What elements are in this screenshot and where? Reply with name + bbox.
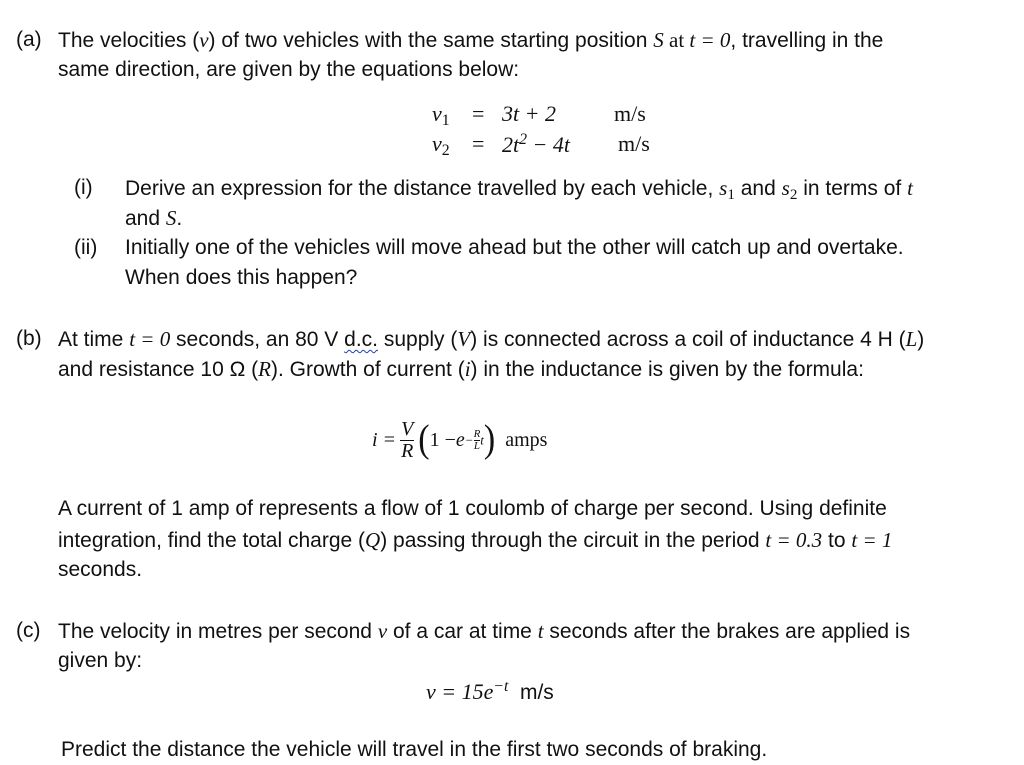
equation-v1-unit: m/s	[614, 101, 646, 126]
part-c-label: (c)	[16, 619, 41, 642]
text: At time	[58, 328, 130, 351]
rhs-post: − 4t	[527, 131, 571, 157]
equation-braking-velocity	[426, 678, 554, 705]
euler-e: e	[455, 428, 465, 451]
text: )	[917, 328, 925, 351]
var-V: V	[457, 327, 471, 351]
text: ) in the inductance is given by the formula:	[470, 358, 864, 381]
sub-ii-label: (ii)	[74, 236, 98, 259]
var-L: L	[905, 327, 918, 351]
part-a-intro-line1	[58, 28, 883, 53]
var-S: S	[165, 206, 177, 230]
subscript: 2	[441, 141, 450, 159]
rhs-pre: 2t	[502, 131, 520, 157]
exponent-numerator: R	[473, 427, 481, 440]
var-t: t	[907, 176, 913, 200]
var-v: v	[199, 28, 209, 52]
equation-v2	[432, 131, 450, 160]
formula-lhs: i =	[372, 428, 397, 451]
text: of a car at time	[387, 620, 538, 643]
subscript: 1	[727, 186, 735, 203]
part-c-line1	[58, 619, 910, 644]
text: ) is connected across a coil of inductance 4 H (	[470, 328, 906, 351]
dc-text: d.c.	[344, 328, 379, 351]
text: supply (	[378, 328, 458, 351]
exponent-t: t	[480, 432, 484, 447]
superscript: 2	[519, 131, 528, 148]
text: seconds after the brakes are applied is	[543, 620, 911, 643]
superscript: −t	[493, 678, 509, 695]
open-paren: (	[418, 418, 430, 461]
sub-ii-line1: Initially one of the vehicles will move ahead but the other will catch up and overtake.	[125, 236, 904, 259]
equation-v1-equals: =	[472, 101, 485, 126]
sub-i-label: (i)	[74, 176, 93, 199]
equation-v2-equals: =	[472, 131, 485, 156]
part-c-predict: Predict the distance the vehicle will travel in the first two seconds of braking.	[61, 738, 768, 761]
part-b-para-line3: seconds.	[58, 558, 143, 581]
var-s1: s	[719, 176, 728, 200]
text: The velocity in metres per second	[58, 620, 378, 643]
part-b-para-line1: A current of 1 amp of represents a flow of 1 coulomb of charge per second. Using definite	[58, 497, 887, 520]
subscript: 2	[789, 186, 798, 203]
fraction-numerator: V	[401, 417, 414, 440]
part-a-label: (a)	[16, 28, 42, 51]
text: integration, find the total charge (	[58, 529, 366, 552]
exponent-minus: −	[464, 432, 474, 447]
fraction-denominator: R	[401, 439, 414, 462]
math-t-start: t = 0.3	[765, 528, 823, 552]
text: at	[663, 28, 690, 52]
math-t0: t = 0	[129, 327, 171, 351]
equation-v2-rhs	[502, 131, 570, 158]
equation-unit: m/s	[519, 680, 554, 704]
equation-v1	[432, 101, 450, 130]
equation-v1-rhs: 3t + 2	[502, 101, 556, 126]
equation-lhs: v = 15e	[426, 678, 494, 704]
sub-i-line1	[125, 176, 913, 204]
text: Derive an expression for the distance travelled by each vehicle,	[125, 177, 720, 200]
equation-v2-unit: m/s	[618, 131, 650, 156]
math-t0: t = 0	[689, 28, 731, 52]
sub-i-line2	[125, 206, 182, 231]
var-R: R	[258, 357, 271, 381]
exponent	[465, 429, 484, 452]
text: .	[176, 207, 183, 230]
var-Q: Q	[365, 528, 381, 552]
text: and resistance 10 Ω (	[58, 358, 259, 381]
var-i: i	[464, 357, 471, 381]
math-t-end: t = 1	[851, 528, 893, 552]
text: and	[734, 177, 782, 200]
text: ) passing through the circuit in the period	[380, 529, 766, 552]
text: , travelling in the	[730, 29, 884, 52]
sub-ii-line2: When does this happen?	[125, 266, 358, 289]
var-v: v	[432, 101, 442, 126]
part-c-line2: given by:	[58, 649, 143, 672]
part-b-line1	[58, 327, 924, 352]
part-b-line2	[58, 357, 864, 382]
current-formula	[372, 410, 547, 470]
one-minus: 1 −	[429, 428, 456, 451]
exponent-denominator: L	[473, 439, 480, 452]
part-b-label: (b)	[16, 327, 42, 350]
var-s2: s	[781, 176, 790, 200]
formula-unit: amps	[505, 428, 548, 451]
var-v: v	[432, 131, 442, 156]
var-S: S	[653, 28, 664, 52]
part-b-para-line2	[58, 528, 892, 553]
text: to	[822, 529, 852, 552]
text: and	[125, 207, 166, 230]
text: The velocities (	[58, 29, 200, 52]
close-paren: )	[483, 418, 496, 461]
text: ). Growth of current (	[270, 358, 465, 381]
text: in terms of	[797, 177, 908, 200]
text: ) of two vehicles with the same starting position	[208, 29, 654, 52]
var-t: t	[537, 619, 544, 643]
var-v: v	[377, 619, 388, 643]
fraction-V-R	[400, 419, 414, 462]
part-a-intro-line2: same direction, are given by the equations below:	[58, 58, 520, 81]
subscript: 1	[441, 111, 450, 129]
text: seconds, an 80 V	[170, 328, 345, 351]
